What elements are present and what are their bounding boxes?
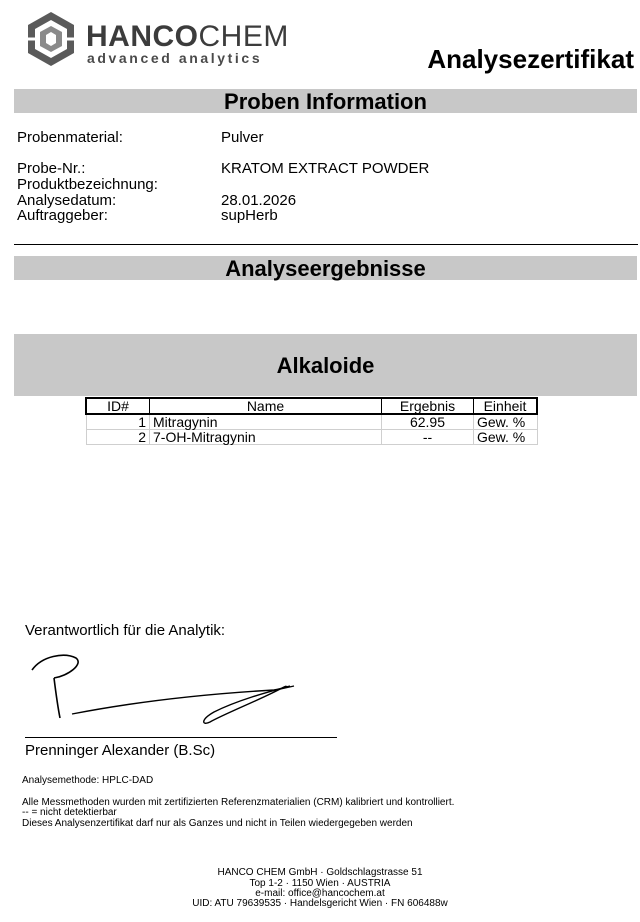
- produktbezeichnung-label: Produktbezeichnung:: [17, 176, 158, 193]
- column-einheit: Einheit: [474, 398, 538, 414]
- footer-company: HANCO CHEM GmbH · Goldschlagstrasse 51: [217, 867, 423, 878]
- signature-image: [24, 650, 304, 730]
- note-not-detectable: -- = nicht detektierbar: [22, 807, 117, 818]
- row-id: 1: [86, 414, 150, 430]
- probe-nr-label: Probe-Nr.:: [17, 160, 86, 177]
- table-header-row: [86, 398, 537, 414]
- alkaloide-heading: Alkaloide: [14, 334, 637, 396]
- auftraggeber-label: Auftraggeber:: [17, 207, 108, 224]
- analysis-method: Analysemethode: HPLC-DAD: [22, 775, 154, 786]
- column-id: ID#: [86, 398, 150, 414]
- probenmaterial-value: Pulver: [221, 129, 264, 146]
- row-name: Mitragynin: [150, 414, 382, 430]
- section-divider: [14, 244, 638, 245]
- footer-email: e-mail: office@hancochem.at: [255, 888, 385, 899]
- column-name: Name: [150, 398, 382, 414]
- signatory-name: Prenninger Alexander (B.Sc): [25, 742, 216, 759]
- analysedatum-label: Analysedatum:: [17, 192, 117, 209]
- table-row: [86, 414, 537, 430]
- hancochem-logo-icon: [22, 10, 80, 68]
- proben-heading: Proben Information: [14, 89, 637, 113]
- document-title: Analysezertifikat: [427, 44, 634, 74]
- signature-line: [25, 737, 337, 738]
- analysedatum-value: 28.01.2026: [221, 192, 297, 209]
- probe-nr-value: KRATOM EXTRACT POWDER: [221, 160, 430, 177]
- row-ergebnis: --: [382, 430, 474, 445]
- note-calibration: Alle Messmethoden wurden mit zertifizierten Referenzmaterialien (CRM) kalibriert und kontrolliert.: [22, 797, 455, 808]
- brand-tagline: advanced analytics: [87, 50, 263, 66]
- row-einheit: Gew. %: [474, 430, 538, 445]
- row-id: 2: [86, 430, 150, 445]
- alkaloide-table: [85, 397, 538, 445]
- probenmaterial-label: Probenmaterial:: [17, 129, 123, 146]
- column-ergebnis: Ergebnis: [382, 398, 474, 414]
- auftraggeber-value: supHerb: [221, 207, 278, 224]
- row-ergebnis: 62.95: [382, 414, 474, 430]
- signature-label: Verantwortlich für die Analytik:: [25, 622, 226, 639]
- footer-address: Top 1-2 · 1150 Wien · AUSTRIA: [249, 878, 391, 889]
- table-row: [86, 430, 537, 445]
- footer-registration: UID: ATU 79639535 · Handelsgericht Wien · FN 606488w: [192, 898, 448, 909]
- results-heading: Analyseergebnisse: [14, 256, 637, 280]
- note-reproduction: Dieses Analysenzertifikat darf nur als Ganzes und nicht in Teilen wiedergegeben werden: [22, 818, 413, 829]
- row-name: 7-OH-Mitragynin: [150, 430, 382, 445]
- brand-name: HANCOCHEM: [86, 20, 289, 53]
- row-einheit: Gew. %: [474, 414, 538, 430]
